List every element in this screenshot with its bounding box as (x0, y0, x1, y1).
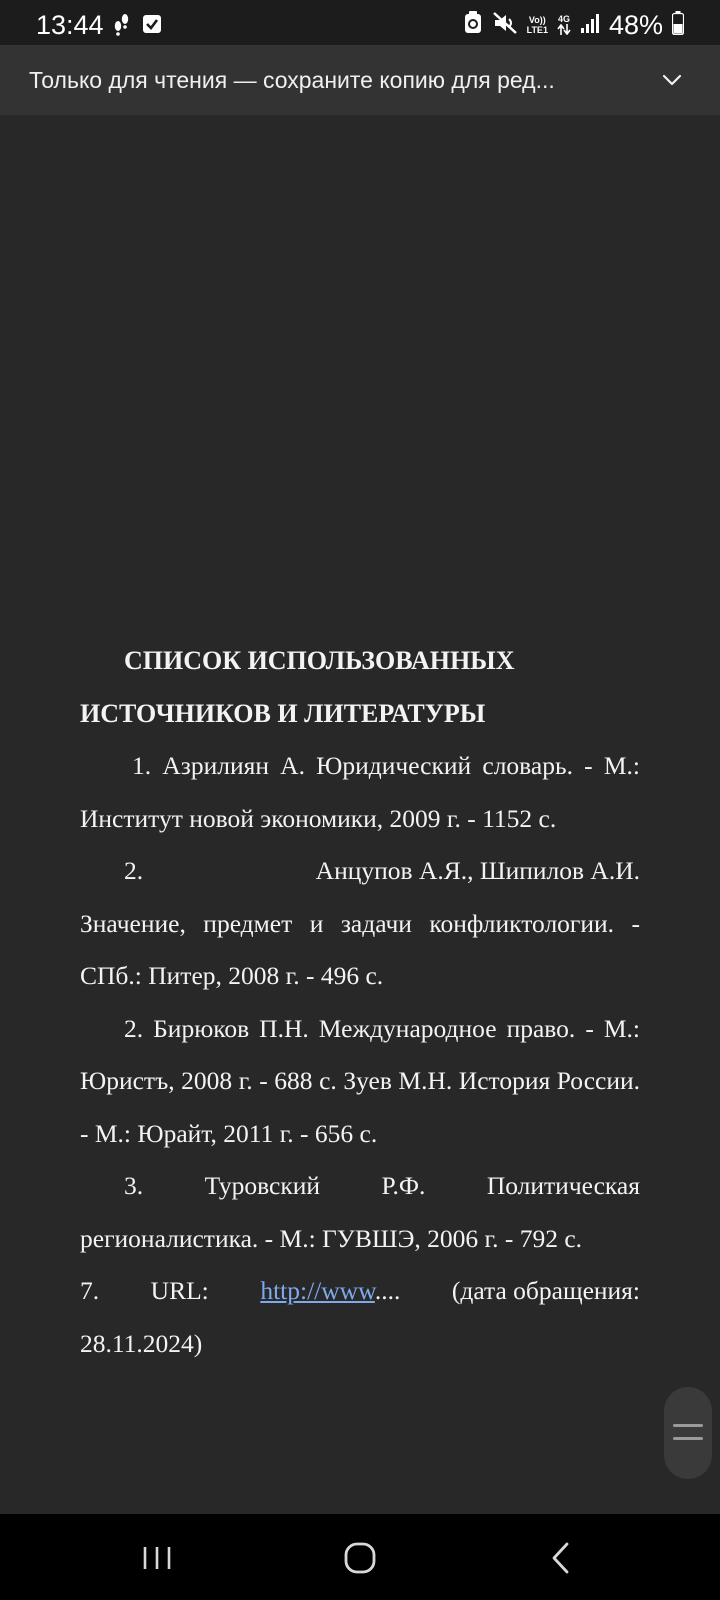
battery-percent: 48% (608, 10, 663, 40)
network-gen (557, 14, 571, 37)
read-only-banner-text: Только для чтения — сохраните копию для ред... (29, 67, 555, 93)
chevron-down-icon[interactable] (660, 68, 684, 92)
reference-item-5-number: 7. (80, 1276, 100, 1305)
reference-item-4-author: Туровский (204, 1171, 321, 1200)
reference-item-4-number: 3. (124, 1171, 144, 1200)
document-body (80, 635, 640, 1370)
reference-item-5-first-line (80, 1265, 640, 1318)
reference-item-5-url-label: URL: (150, 1276, 209, 1305)
reference-item-5-date: 28.11.2024) (80, 1328, 203, 1358)
reference-item-4-initials: Р.Ф. (381, 1171, 426, 1200)
status-icons (463, 8, 684, 42)
reference-item-4-rest: регионалистика. - М.: ГУВШЭ, 2006 г. - 792 с. (80, 1223, 583, 1253)
reference-item-2-rest: Значение, предмет и задачи конфликтологии. - СПб.: Питер, 2008 г. - 496 с. (80, 908, 640, 990)
footsteps-icon (110, 13, 134, 42)
home-icon[interactable] (336, 1534, 384, 1582)
status-time: 13:44 (36, 10, 104, 40)
mute-icon (492, 11, 518, 40)
signal-icon (580, 12, 600, 39)
network-label (527, 15, 548, 35)
reference-item-5-link[interactable]: http://www (260, 1276, 375, 1305)
scroll-handle[interactable] (664, 1387, 712, 1479)
reference-item-2-authors: Анцупов А.Я., Шипилов А.И. (315, 856, 640, 885)
status-bar (0, 0, 720, 50)
reference-item-5-url (260, 1265, 400, 1318)
battery-icon (672, 11, 684, 40)
checkbox-icon (142, 13, 162, 40)
navigation-bar (0, 1514, 720, 1600)
reference-item-2-first-line (80, 845, 640, 898)
network-lte-label: LTE1 (526, 25, 548, 35)
read-only-banner[interactable] (0, 45, 720, 115)
network-vo-label: Vo)) (528, 15, 546, 25)
scroll-handle-line-bottom (673, 1437, 703, 1440)
recycle-icon (463, 11, 483, 40)
reference-item-1: 1. Азрилиян А. Юридический словарь. - М.: Институт новой экономики, 2009 г. - 1152 с. (80, 751, 640, 833)
recents-icon[interactable] (133, 1534, 181, 1582)
network-gen-label: 4G (557, 13, 570, 24)
reference-item-2-number: 2. (124, 856, 144, 885)
reference-item-3: 2. Бирюков П.Н. Международное право. - М.: Юристъ, 2008 г. - 688 с. Зуев М.Н. История России. - М.: Юрайт, 2011 г. - 656 с. (80, 1013, 640, 1148)
reference-item-4-word: Политическая (486, 1171, 640, 1200)
data-arrows-icon (557, 24, 571, 37)
back-icon[interactable] (538, 1534, 586, 1582)
document-heading-line2: ИСТОЧНИКОВ И ЛИТЕРАТУРЫ (80, 698, 486, 728)
scroll-handle-line-top (673, 1424, 703, 1427)
document-heading-line1: СПИСОК ИСПОЛЬЗОВАННЫХ (124, 646, 515, 675)
reference-item-4-first-line (80, 1160, 640, 1213)
reference-item-5-ellipsis: .... (374, 1276, 401, 1305)
reference-item-5-date-label: (дата обращения: (451, 1276, 640, 1305)
